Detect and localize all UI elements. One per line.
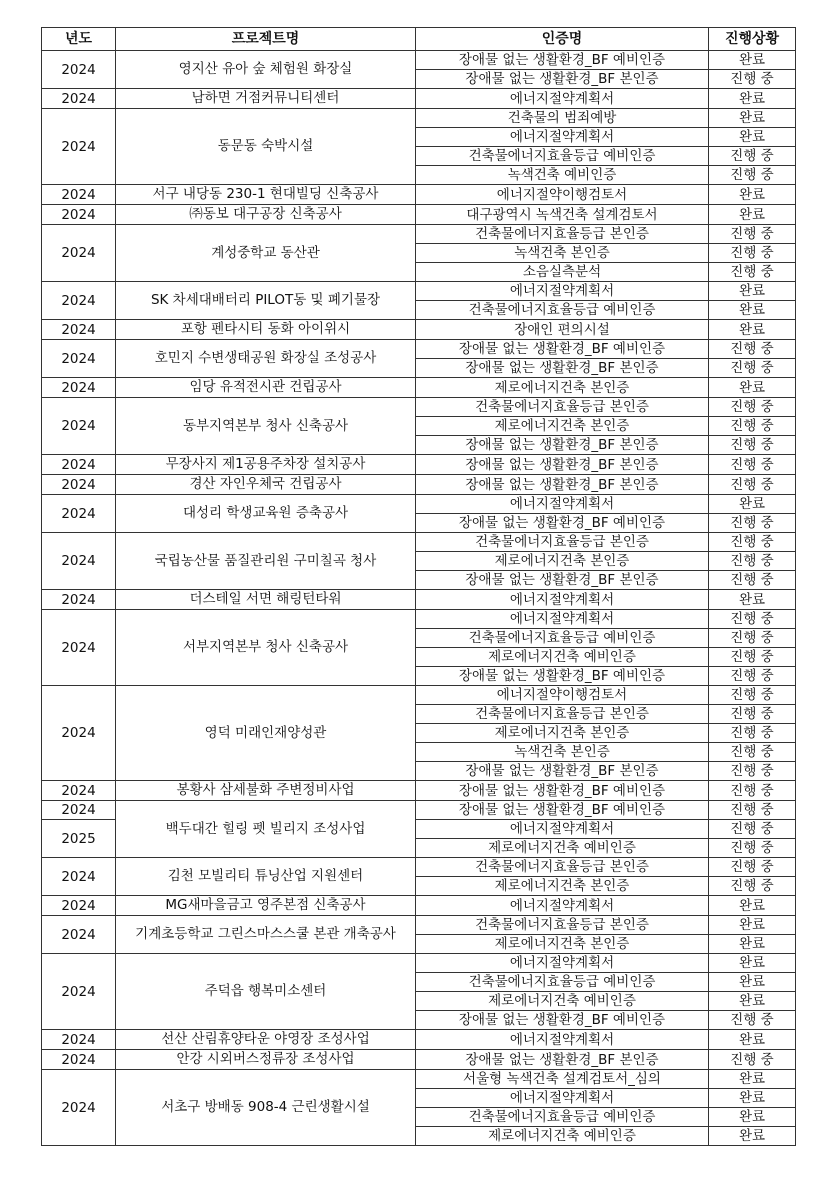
table-header-row bbox=[42, 28, 796, 51]
cert-cell: 장애물 없는 생활환경_BF 예비인증 bbox=[416, 801, 709, 820]
project-name-cell: SK 차세대배터리 PILOT동 및 폐기물장 bbox=[116, 282, 416, 320]
table-row bbox=[42, 801, 796, 820]
year-cell: 2024 bbox=[42, 954, 116, 1030]
cert-cell: 건축물의 범죄예방 bbox=[416, 109, 709, 128]
status-cell: 진행 중 bbox=[709, 166, 796, 185]
cert-cell: 에너지절약계획서 bbox=[416, 1089, 709, 1108]
status-cell: 진행 중 bbox=[709, 340, 796, 359]
project-name-cell: 봉황사 삼세불화 주변정비사업 bbox=[116, 781, 416, 801]
year-cell: 2024 bbox=[42, 398, 116, 455]
table-row bbox=[42, 686, 796, 705]
year-cell: 2024 bbox=[42, 475, 116, 495]
cert-cell: 건축물에너지효율등급 본인증 bbox=[416, 398, 709, 417]
cert-cell: 에너지절약이행검토서 bbox=[416, 185, 709, 205]
status-cell: 진행 중 bbox=[709, 667, 796, 686]
cert-cell: 건축물에너지효율등급 예비인증 bbox=[416, 1108, 709, 1127]
table-row bbox=[42, 590, 796, 610]
status-cell: 완료 bbox=[709, 935, 796, 954]
project-name-cell: 영지산 유아 숲 체험원 화장실 bbox=[116, 51, 416, 89]
project-name-cell: 서부지역본부 청사 신축공사 bbox=[116, 610, 416, 686]
status-cell: 진행 중 bbox=[709, 877, 796, 896]
cert-cell: 장애물 없는 생활환경_BF 본인증 bbox=[416, 455, 709, 475]
cert-cell: 제로에너지건축 예비인증 bbox=[416, 648, 709, 667]
table-row bbox=[42, 205, 796, 225]
status-cell: 진행 중 bbox=[709, 436, 796, 455]
status-cell: 진행 중 bbox=[709, 398, 796, 417]
status-cell: 진행 중 bbox=[709, 801, 796, 820]
project-name-cell: 대성리 학생교육원 증축공사 bbox=[116, 495, 416, 533]
cert-cell: 제로에너지건축 예비인증 bbox=[416, 992, 709, 1011]
status-cell: 진행 중 bbox=[709, 552, 796, 571]
status-cell: 완료 bbox=[709, 590, 796, 610]
status-cell: 진행 중 bbox=[709, 686, 796, 705]
cert-cell: 서울형 녹색건축 설계검토서_심의 bbox=[416, 1070, 709, 1089]
cert-cell: 제로에너지건축 본인증 bbox=[416, 417, 709, 436]
status-cell: 완료 bbox=[709, 916, 796, 935]
cert-cell: 제로에너지건축 본인증 bbox=[416, 935, 709, 954]
status-cell: 완료 bbox=[709, 992, 796, 1011]
cert-cell: 장애물 없는 생활환경_BF 본인증 bbox=[416, 571, 709, 590]
year-cell: 2024 bbox=[42, 686, 116, 781]
status-cell: 진행 중 bbox=[709, 417, 796, 436]
status-cell: 진행 중 bbox=[709, 533, 796, 552]
header-cert: 인증명 bbox=[416, 28, 709, 51]
status-cell: 완료 bbox=[709, 282, 796, 301]
cert-cell: 건축물에너지효율등급 예비인증 bbox=[416, 147, 709, 166]
year-cell: 2024 bbox=[42, 533, 116, 590]
year-cell: 2024 bbox=[42, 916, 116, 954]
project-name-cell: 서구 내당동 230-1 현대빌딩 신축공사 bbox=[116, 185, 416, 205]
table-row bbox=[42, 89, 796, 109]
cert-cell: 장애물 없는 생활환경_BF 예비인증 bbox=[416, 514, 709, 533]
cert-cell: 제로에너지건축 본인증 bbox=[416, 552, 709, 571]
header-year: 년도 bbox=[42, 28, 116, 51]
cert-cell: 에너지절약계획서 bbox=[416, 495, 709, 514]
year-cell: 2024 bbox=[42, 801, 116, 820]
cert-cell: 장애물 없는 생활환경_BF 예비인증 bbox=[416, 781, 709, 801]
status-cell: 진행 중 bbox=[709, 629, 796, 648]
table-row bbox=[42, 1030, 796, 1050]
header-project: 프로젝트명 bbox=[116, 28, 416, 51]
year-cell: 2024 bbox=[42, 225, 116, 282]
cert-cell: 에너지절약계획서 bbox=[416, 610, 709, 629]
year-cell: 2024 bbox=[42, 205, 116, 225]
table-row bbox=[42, 916, 796, 935]
cert-cell: 에너지절약이행검토서 bbox=[416, 686, 709, 705]
cert-cell: 장애물 없는 생활환경_BF 본인증 bbox=[416, 762, 709, 781]
cert-cell: 건축물에너지효율등급 본인증 bbox=[416, 225, 709, 244]
year-cell: 2025 bbox=[42, 820, 116, 858]
cert-cell: 에너지절약계획서 bbox=[416, 128, 709, 147]
project-name-cell: 남하면 거점커뮤니티센터 bbox=[116, 89, 416, 109]
status-cell: 완료 bbox=[709, 301, 796, 320]
status-cell: 완료 bbox=[709, 89, 796, 109]
table-row bbox=[42, 109, 796, 128]
table-row bbox=[42, 610, 796, 629]
status-cell: 완료 bbox=[709, 378, 796, 398]
status-cell: 진행 중 bbox=[709, 762, 796, 781]
project-name-cell: 영덕 미래인재양성관 bbox=[116, 686, 416, 781]
cert-cell: 제로에너지건축 본인증 bbox=[416, 378, 709, 398]
status-cell: 진행 중 bbox=[709, 263, 796, 282]
year-cell: 2024 bbox=[42, 378, 116, 398]
project-name-cell: 경산 자인우체국 건립공사 bbox=[116, 475, 416, 495]
table-row bbox=[42, 1070, 796, 1089]
status-cell: 완료 bbox=[709, 495, 796, 514]
cert-cell: 장애물 없는 생활환경_BF 본인증 bbox=[416, 70, 709, 89]
year-cell: 2024 bbox=[42, 781, 116, 801]
status-cell: 완료 bbox=[709, 1070, 796, 1089]
status-cell: 진행 중 bbox=[709, 359, 796, 378]
status-cell: 진행 중 bbox=[709, 648, 796, 667]
table-row bbox=[42, 475, 796, 495]
table-row bbox=[42, 378, 796, 398]
cert-cell: 건축물에너지효율등급 예비인증 bbox=[416, 973, 709, 992]
cert-cell: 장애물 없는 생활환경_BF 예비인증 bbox=[416, 1011, 709, 1030]
status-cell: 완료 bbox=[709, 185, 796, 205]
cert-cell: 에너지절약계획서 bbox=[416, 820, 709, 839]
cert-cell: 장애물 없는 생활환경_BF 본인증 bbox=[416, 359, 709, 378]
status-cell: 진행 중 bbox=[709, 147, 796, 166]
year-cell: 2024 bbox=[42, 1030, 116, 1050]
status-cell: 완료 bbox=[709, 1108, 796, 1127]
status-cell: 진행 중 bbox=[709, 839, 796, 858]
cert-cell: 에너지절약계획서 bbox=[416, 896, 709, 916]
cert-cell: 건축물에너지효율등급 본인증 bbox=[416, 916, 709, 935]
table-row bbox=[42, 398, 796, 417]
table-row bbox=[42, 1050, 796, 1070]
status-cell: 진행 중 bbox=[709, 705, 796, 724]
status-cell: 진행 중 bbox=[709, 455, 796, 475]
project-name-cell: 동문동 숙박시설 bbox=[116, 109, 416, 185]
table-row bbox=[42, 225, 796, 244]
cert-cell: 장애인 편의시설 bbox=[416, 320, 709, 340]
cert-cell: 에너지절약계획서 bbox=[416, 1030, 709, 1050]
year-cell: 2024 bbox=[42, 455, 116, 475]
status-cell: 완료 bbox=[709, 109, 796, 128]
certification-table bbox=[41, 27, 796, 1146]
cert-cell: 대구광역시 녹색건축 설계검토서 bbox=[416, 205, 709, 225]
table-row bbox=[42, 282, 796, 301]
year-cell: 2024 bbox=[42, 495, 116, 533]
cert-cell: 장애물 없는 생활환경_BF 예비인증 bbox=[416, 51, 709, 70]
status-cell: 진행 중 bbox=[709, 610, 796, 629]
year-cell: 2024 bbox=[42, 610, 116, 686]
status-cell: 진행 중 bbox=[709, 781, 796, 801]
project-name-cell: 백두대간 힐링 펫 빌리지 조성사업 bbox=[116, 801, 416, 858]
year-cell: 2024 bbox=[42, 185, 116, 205]
project-name-cell: 국립농산물 품질관리원 구미칠곡 청사 bbox=[116, 533, 416, 590]
status-cell: 진행 중 bbox=[709, 475, 796, 495]
cert-cell: 장애물 없는 생활환경_BF 본인증 bbox=[416, 475, 709, 495]
cert-cell: 에너지절약계획서 bbox=[416, 282, 709, 301]
status-cell: 완료 bbox=[709, 51, 796, 70]
year-cell: 2024 bbox=[42, 320, 116, 340]
table-row bbox=[42, 455, 796, 475]
status-cell: 완료 bbox=[709, 1030, 796, 1050]
header-status: 진행상황 bbox=[709, 28, 796, 51]
status-cell: 진행 중 bbox=[709, 70, 796, 89]
table-row bbox=[42, 858, 796, 877]
table-row bbox=[42, 340, 796, 359]
status-cell: 완료 bbox=[709, 896, 796, 916]
project-name-cell: MG새마을금고 영주본점 신축공사 bbox=[116, 896, 416, 916]
project-name-cell: 김천 모빌리티 튜닝산업 지원센터 bbox=[116, 858, 416, 896]
status-cell: 진행 중 bbox=[709, 820, 796, 839]
year-cell: 2024 bbox=[42, 1050, 116, 1070]
cert-cell: 제로에너지건축 예비인증 bbox=[416, 1127, 709, 1146]
cert-cell: 건축물에너지효율등급 본인증 bbox=[416, 705, 709, 724]
status-cell: 진행 중 bbox=[709, 244, 796, 263]
project-name-cell: 선산 산림휴양타운 야영장 조성사업 bbox=[116, 1030, 416, 1050]
project-name-cell: 계성중학교 동산관 bbox=[116, 225, 416, 282]
status-cell: 완료 bbox=[709, 954, 796, 973]
cert-cell: 건축물에너지효율등급 예비인증 bbox=[416, 301, 709, 320]
table-body bbox=[42, 51, 796, 1146]
cert-cell: 에너지절약계획서 bbox=[416, 89, 709, 109]
cert-cell: 건축물에너지효율등급 본인증 bbox=[416, 533, 709, 552]
status-cell: 완료 bbox=[709, 1127, 796, 1146]
status-cell: 진행 중 bbox=[709, 514, 796, 533]
table-row bbox=[42, 954, 796, 973]
year-cell: 2024 bbox=[42, 590, 116, 610]
year-cell: 2024 bbox=[42, 89, 116, 109]
year-cell: 2024 bbox=[42, 896, 116, 916]
status-cell: 완료 bbox=[709, 1089, 796, 1108]
status-cell: 진행 중 bbox=[709, 743, 796, 762]
cert-cell: 소음실측분석 bbox=[416, 263, 709, 282]
table-row bbox=[42, 896, 796, 916]
project-name-cell: 서초구 방배동 908-4 근린생활시설 bbox=[116, 1070, 416, 1146]
cert-cell: 녹색건축 본인증 bbox=[416, 244, 709, 263]
cert-cell: 제로에너지건축 본인증 bbox=[416, 877, 709, 896]
status-cell: 완료 bbox=[709, 205, 796, 225]
year-cell: 2024 bbox=[42, 109, 116, 185]
project-name-cell: 주덕읍 행복미소센터 bbox=[116, 954, 416, 1030]
project-name-cell: 포항 펜타시티 동화 아이위시 bbox=[116, 320, 416, 340]
table-row bbox=[42, 495, 796, 514]
project-name-cell: 호민지 수변생태공원 화장실 조성공사 bbox=[116, 340, 416, 378]
status-cell: 완료 bbox=[709, 128, 796, 147]
cert-cell: 장애물 없는 생활환경_BF 예비인증 bbox=[416, 340, 709, 359]
cert-cell: 장애물 없는 생활환경_BF 본인증 bbox=[416, 436, 709, 455]
project-name-cell: 안강 시외버스정류장 조성사업 bbox=[116, 1050, 416, 1070]
status-cell: 진행 중 bbox=[709, 858, 796, 877]
cert-cell: 녹색건축 본인증 bbox=[416, 743, 709, 762]
status-cell: 진행 중 bbox=[709, 724, 796, 743]
status-cell: 진행 중 bbox=[709, 225, 796, 244]
table-row bbox=[42, 781, 796, 801]
status-cell: 완료 bbox=[709, 320, 796, 340]
cert-cell: 에너지절약계획서 bbox=[416, 590, 709, 610]
year-cell: 2024 bbox=[42, 51, 116, 89]
status-cell: 진행 중 bbox=[709, 571, 796, 590]
status-cell: 진행 중 bbox=[709, 1050, 796, 1070]
project-name-cell: 임당 유적전시관 건립공사 bbox=[116, 378, 416, 398]
table-row bbox=[42, 185, 796, 205]
status-cell: 완료 bbox=[709, 973, 796, 992]
project-name-cell: 기계초등학교 그린스마스스쿨 본관 개축공사 bbox=[116, 916, 416, 954]
cert-cell: 에너지절약계획서 bbox=[416, 954, 709, 973]
cert-cell: 녹색건축 예비인증 bbox=[416, 166, 709, 185]
table-row bbox=[42, 533, 796, 552]
year-cell: 2024 bbox=[42, 340, 116, 378]
year-cell: 2024 bbox=[42, 1070, 116, 1146]
cert-cell: 건축물에너지효율등급 예비인증 bbox=[416, 629, 709, 648]
cert-cell: 건축물에너지효율등급 본인증 bbox=[416, 858, 709, 877]
cert-cell: 제로에너지건축 예비인증 bbox=[416, 839, 709, 858]
year-cell: 2024 bbox=[42, 282, 116, 320]
project-name-cell: ㈜동보 대구공장 신축공사 bbox=[116, 205, 416, 225]
project-name-cell: 무장사지 제1공용주차장 설치공사 bbox=[116, 455, 416, 475]
cert-cell: 제로에너지건축 본인증 bbox=[416, 724, 709, 743]
table-row bbox=[42, 320, 796, 340]
cert-cell: 장애물 없는 생활환경_BF 본인증 bbox=[416, 1050, 709, 1070]
project-name-cell: 동부지역본부 청사 신축공사 bbox=[116, 398, 416, 455]
project-name-cell: 더스테일 서면 해링턴타워 bbox=[116, 590, 416, 610]
year-cell: 2024 bbox=[42, 858, 116, 896]
table-row bbox=[42, 51, 796, 70]
cert-cell: 장애물 없는 생활환경_BF 예비인증 bbox=[416, 667, 709, 686]
status-cell: 진행 중 bbox=[709, 1011, 796, 1030]
